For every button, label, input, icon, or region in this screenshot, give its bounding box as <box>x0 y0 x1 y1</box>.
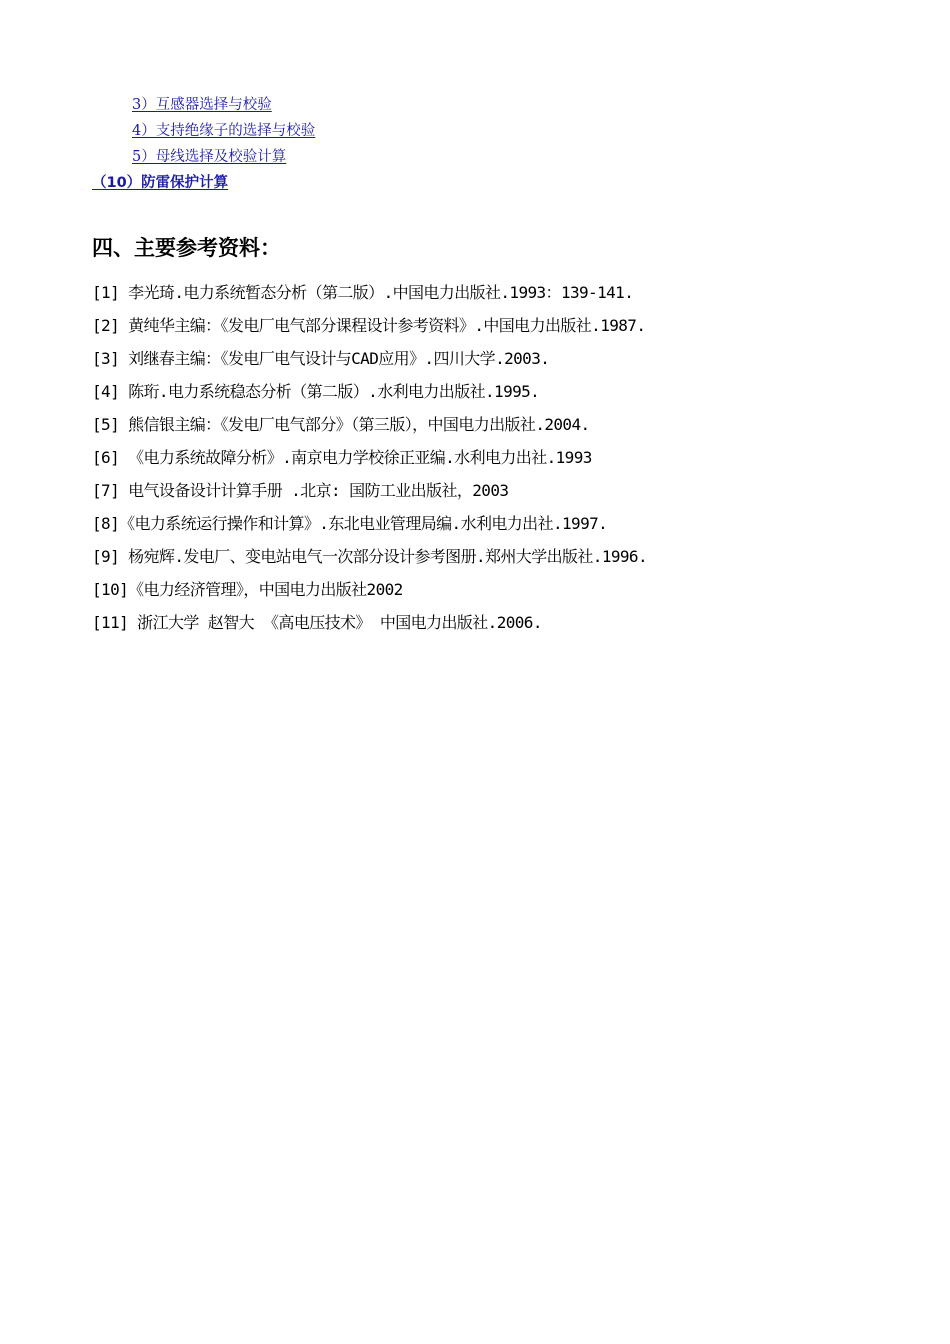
reference-list <box>92 276 892 639</box>
toc-link-transformer-selection[interactable]: 3）互感器选择与校验 <box>132 97 272 113</box>
toc-link-insulator-selection[interactable]: 4）支持绝缘子的选择与校验 <box>132 123 316 139</box>
reference-item-3: [3] 刘继春主编：《发电厂电气设计与CAD应用》.四川大学.2003. <box>92 349 550 368</box>
reference-item-10: [10]《电力经济管理》，中国电力出版社2002 <box>92 580 403 599</box>
reference-item-8: [8]《电力系统运行操作和计算》.东北电业管理局编.水利电力出社.1997. <box>92 514 608 533</box>
reference-item-7: [7] 电气设备设计计算手册 .北京: 国防工业出版社，2003 <box>92 481 509 500</box>
reference-item-6: [6] 《电力系统故障分析》.南京电力学校徐正亚编.水利电力出社.1993 <box>92 448 592 467</box>
toc-link-lightning-protection[interactable]: （10）防雷保护计算 <box>92 175 229 191</box>
reference-item-5: [5] 熊信银主编：《发电厂电气部分》（第三版），中国电力出版社.2004. <box>92 415 590 434</box>
toc-link-busbar-selection[interactable]: 5）母线选择及校验计算 <box>132 149 287 165</box>
reference-item-1: [1] 李光琦.电力系统暂态分析（第二版）.中国电力出版社.1993：139-141. <box>92 283 634 302</box>
reference-item-2: [2] 黄纯华主编：《发电厂电气部分课程设计参考资料》.中国电力出版社.1987. <box>92 316 646 335</box>
references-heading: 四、主要参考资料： <box>92 236 281 260</box>
reference-item-9: [9] 杨宛辉.发电厂、变电站电气一次部分设计参考图册.郑州大学出版社.1996. <box>92 547 647 566</box>
reference-item-11: [11] 浙江大学 赵智大 《高电压技术》 中国电力出版社.2006. <box>92 613 542 632</box>
reference-item-4: [4] 陈珩.电力系统稳态分析（第二版）.水利电力出版社.1995. <box>92 382 540 401</box>
